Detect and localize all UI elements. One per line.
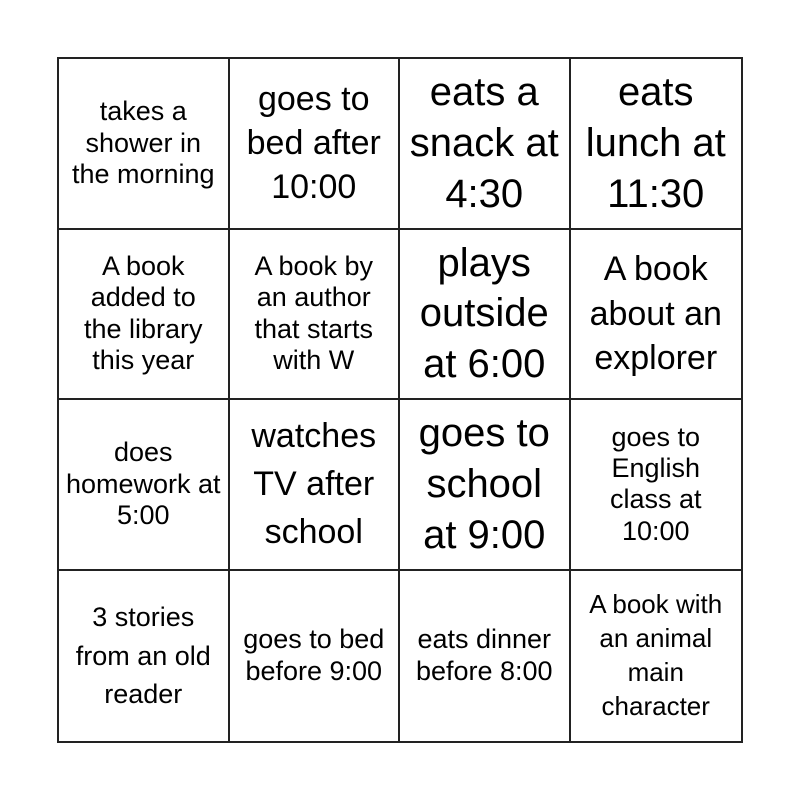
- bingo-cell-16[interactable]: [571, 571, 742, 742]
- bingo-cell-text: A book with an animal main character: [589, 589, 723, 721]
- bingo-cell-text: goes to bed after 10:00: [246, 79, 381, 207]
- bingo-cell-text: eats dinner before 8:00: [415, 624, 553, 686]
- bingo-cell-3[interactable]: [400, 59, 571, 230]
- bingo-board: [57, 57, 743, 743]
- bingo-cell-10[interactable]: [230, 400, 401, 571]
- bingo-cell-2[interactable]: [230, 59, 401, 230]
- bingo-cell-13[interactable]: [59, 571, 230, 742]
- bingo-cell-15[interactable]: [400, 571, 571, 742]
- bingo-cell-text: goes to English class at 10:00: [609, 421, 702, 546]
- bingo-cell-5[interactable]: [59, 230, 230, 401]
- bingo-cell-text: 3 stories from an old reader: [75, 602, 211, 709]
- bingo-cell-14[interactable]: [230, 571, 401, 742]
- bingo-cell-text: eats a snack at 4:30: [409, 70, 559, 216]
- bingo-cell-4[interactable]: [571, 59, 742, 230]
- bingo-cell-text: watches TV after school: [251, 416, 377, 552]
- bingo-cell-text: goes to school at 9:00: [418, 411, 550, 557]
- bingo-cell-7[interactable]: [400, 230, 571, 401]
- bingo-cell-text: A book about an explorer: [589, 250, 722, 377]
- bingo-cell-8[interactable]: [571, 230, 742, 401]
- bingo-cell-9[interactable]: [59, 400, 230, 571]
- bingo-cell-text: A book by an author that starts with W: [254, 251, 374, 376]
- bingo-cell-1[interactable]: [59, 59, 230, 230]
- bingo-cell-6[interactable]: [230, 230, 401, 401]
- bingo-cell-12[interactable]: [571, 400, 742, 571]
- bingo-cell-11[interactable]: [400, 400, 571, 571]
- bingo-cell-text: goes to bed before 9:00: [243, 624, 385, 686]
- bingo-cell-text: plays outside at 6:00: [419, 240, 549, 387]
- bingo-cell-text: eats lunch at 11:30: [585, 70, 726, 216]
- bingo-cell-text: does homework at 5:00: [65, 437, 221, 530]
- bingo-cell-text: A book added to the library this year: [83, 251, 203, 376]
- bingo-cell-text: takes a shower in the morning: [71, 96, 215, 189]
